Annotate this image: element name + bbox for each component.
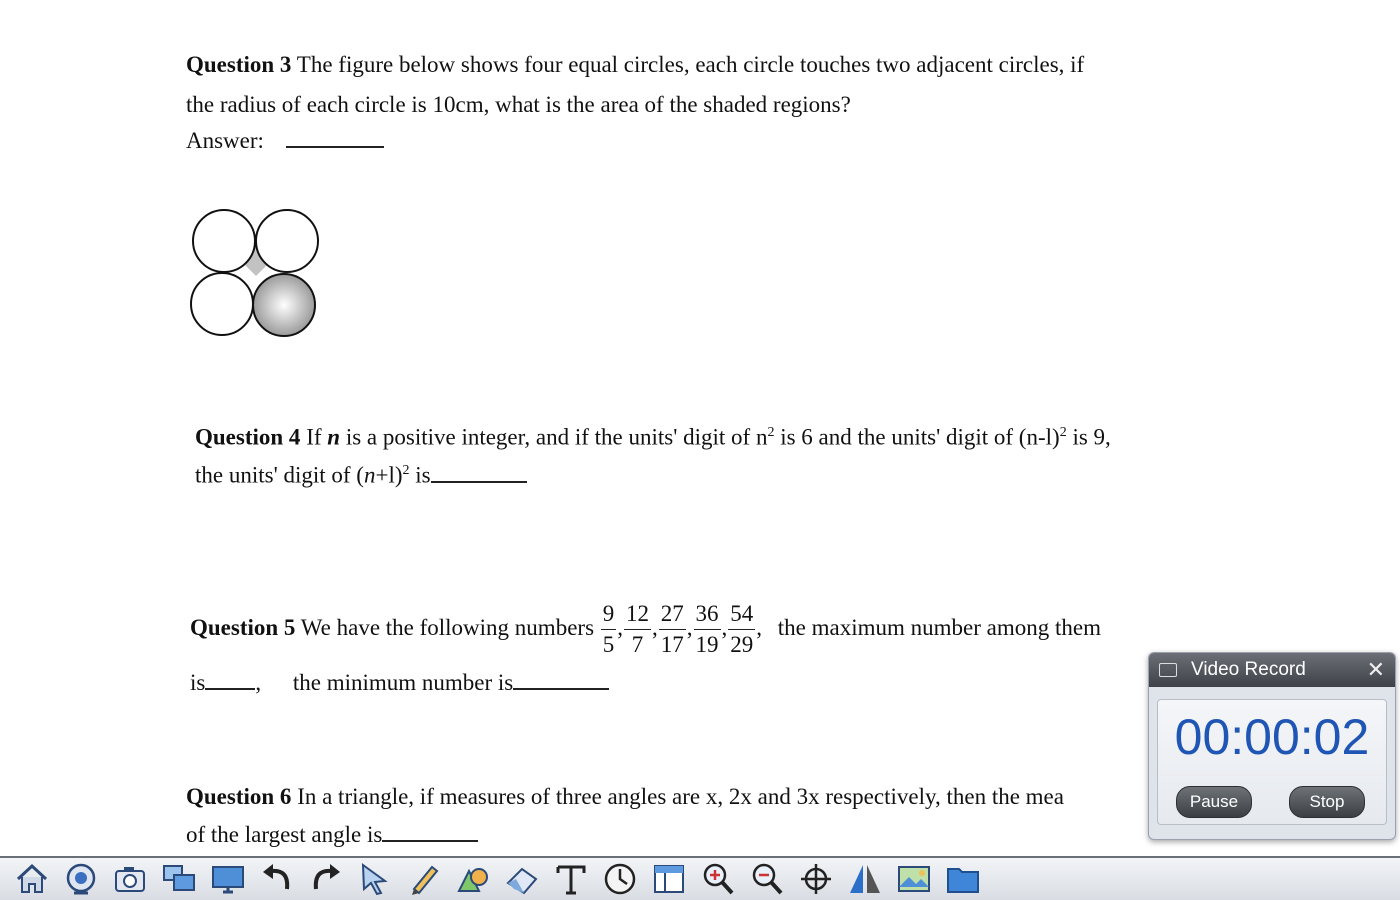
fraction-3-num: 27: [659, 599, 686, 630]
picture-icon: [896, 861, 932, 897]
screens-icon: [161, 861, 197, 897]
video-record-panel[interactable]: [1148, 652, 1396, 840]
question-6: [186, 778, 1148, 816]
video-record-titlebar[interactable]: [1149, 653, 1395, 687]
q4-answer-blank[interactable]: [431, 461, 527, 483]
zoom-out-button[interactable]: [745, 859, 789, 899]
q4-text-b: is a positive integer, and if the units' digit of n: [345, 424, 768, 450]
video-record-body: [1157, 699, 1387, 825]
monitor-button[interactable]: [206, 859, 250, 899]
fraction-1: [601, 599, 617, 660]
eraser-icon: [504, 861, 540, 897]
home-icon: [14, 861, 50, 897]
flip-icon: [847, 861, 883, 897]
q6-text-line1: In a triangle, if measures of three angles are x, 2x and 3x respectively, then the mea: [297, 784, 1064, 809]
q4-line2-var: n: [363, 462, 376, 488]
undo-button[interactable]: [255, 859, 299, 899]
recording-timer: 00:00:02: [1174, 709, 1370, 765]
q4-sup-c: 2: [402, 463, 410, 478]
fraction-5-den: 29: [730, 632, 754, 658]
question-4: [195, 414, 1111, 457]
pen-button[interactable]: [402, 859, 446, 899]
fraction-1-den: 5: [602, 632, 615, 658]
shapes-icon: [455, 861, 491, 897]
folder-button[interactable]: [941, 859, 985, 899]
fraction-5-num: 54: [728, 599, 755, 630]
redo-button[interactable]: [304, 859, 348, 899]
question-3-text-line2: the radius of each circle is 10cm, what is the area of the shaded regions?: [186, 92, 851, 117]
q5-min-blank[interactable]: [513, 668, 609, 690]
picture-button[interactable]: [892, 859, 936, 899]
question-3-text-line1: The figure below shows four equal circles, each circle touches two adjacent circles, if: [296, 52, 1085, 77]
q5-text-b: the maximum number among them: [777, 615, 1101, 640]
video-record-title: Video Record: [1191, 659, 1306, 680]
webcam-button[interactable]: [59, 859, 103, 899]
redo-icon: [308, 861, 344, 897]
monitor-icon: [210, 861, 246, 897]
snapshot-button[interactable]: [108, 859, 152, 899]
q6-text-line2: of the largest angle is: [186, 822, 383, 847]
undo-icon: [259, 861, 295, 897]
q4-sup-a: 2: [767, 425, 775, 440]
pen-icon: [406, 861, 442, 897]
select-button[interactable]: [353, 859, 397, 899]
q4-line2-b: +l): [375, 462, 403, 488]
answer-blank[interactable]: [286, 126, 384, 148]
fraction-4-den: 19: [695, 632, 719, 658]
question-4-label: Question 4: [195, 424, 301, 450]
eraser-button[interactable]: [500, 859, 544, 899]
flip-button[interactable]: [843, 859, 887, 899]
zoom-out-icon: [749, 861, 785, 897]
fraction-5: [728, 599, 755, 660]
fraction-2: [624, 599, 651, 660]
zoom-in-icon: [700, 861, 736, 897]
shapes-button[interactable]: [451, 859, 495, 899]
q6-answer-blank[interactable]: [382, 820, 478, 842]
q5-line2-a: is: [190, 670, 206, 695]
q5-line2-b: the minimum number is: [292, 670, 514, 695]
four-circles-figure: [186, 204, 326, 344]
bottom-toolbar: [0, 856, 1400, 900]
question-3: [186, 46, 1084, 84]
question-3-answer: [186, 122, 384, 160]
fraction-2-num: 12: [624, 599, 651, 630]
q5-text-a: We have the following numbers: [300, 615, 595, 640]
fraction-2-den: 7: [631, 632, 644, 658]
zoom-in-button[interactable]: [696, 859, 740, 899]
question-5-label: Question 5: [190, 615, 296, 640]
stop-button[interactable]: Stop: [1289, 786, 1365, 818]
timer-button[interactable]: [598, 859, 642, 899]
window-button[interactable]: [647, 859, 691, 899]
screens-button[interactable]: [157, 859, 201, 899]
question-4-line2: [195, 452, 527, 495]
q4-line2-c: is: [415, 462, 431, 488]
camera-icon: [112, 861, 148, 897]
fraction-3-den: 17: [660, 632, 684, 658]
q4-text-c: is 6 and the units' digit of (n-l): [780, 424, 1060, 450]
fraction-3: [659, 599, 686, 660]
video-record-icon: [1159, 663, 1177, 677]
question-3-line2: [186, 86, 851, 124]
question-5: Question 5 We have the following numbers $\frac{9}{5}$ , $\frac{12}{7}$ , $\frac{27}{17}$ , $\frac{36}{19}$ , $\frac{54}{29}$ , the maximum number among them: [190, 598, 1101, 660]
home-button[interactable]: [10, 859, 54, 899]
answer-label: Answer:: [186, 128, 264, 153]
q4-text-d: is 9,: [1072, 424, 1111, 450]
q4-sup-b: 2: [1059, 425, 1067, 440]
text-button[interactable]: [549, 859, 593, 899]
close-icon[interactable]: ✕: [1366, 657, 1385, 682]
pause-button[interactable]: Pause: [1176, 786, 1252, 818]
q4-var-n: n: [327, 424, 341, 450]
camera-lens-icon: [63, 861, 99, 897]
question-5-line2: is , the minimum number is: [190, 664, 609, 702]
spotlight-button[interactable]: [794, 859, 838, 899]
fraction-4: [694, 599, 721, 660]
text-icon: [553, 861, 589, 897]
fraction-4-num: 36: [694, 599, 721, 630]
question-6-label: Question 6: [186, 784, 292, 809]
window-icon: [651, 861, 687, 897]
fraction-1-num: 9: [601, 599, 617, 630]
question-3-label: Question 3: [186, 52, 292, 77]
q4-line2-a: the units' digit of (: [195, 462, 364, 488]
q5-max-blank[interactable]: [205, 668, 255, 690]
folder-icon: [945, 861, 981, 897]
question-6-line2: [186, 816, 478, 854]
q4-text-a: If: [306, 424, 322, 450]
pointer-icon: [357, 861, 393, 897]
clock-icon: [602, 861, 638, 897]
crosshair-icon: [798, 861, 834, 897]
